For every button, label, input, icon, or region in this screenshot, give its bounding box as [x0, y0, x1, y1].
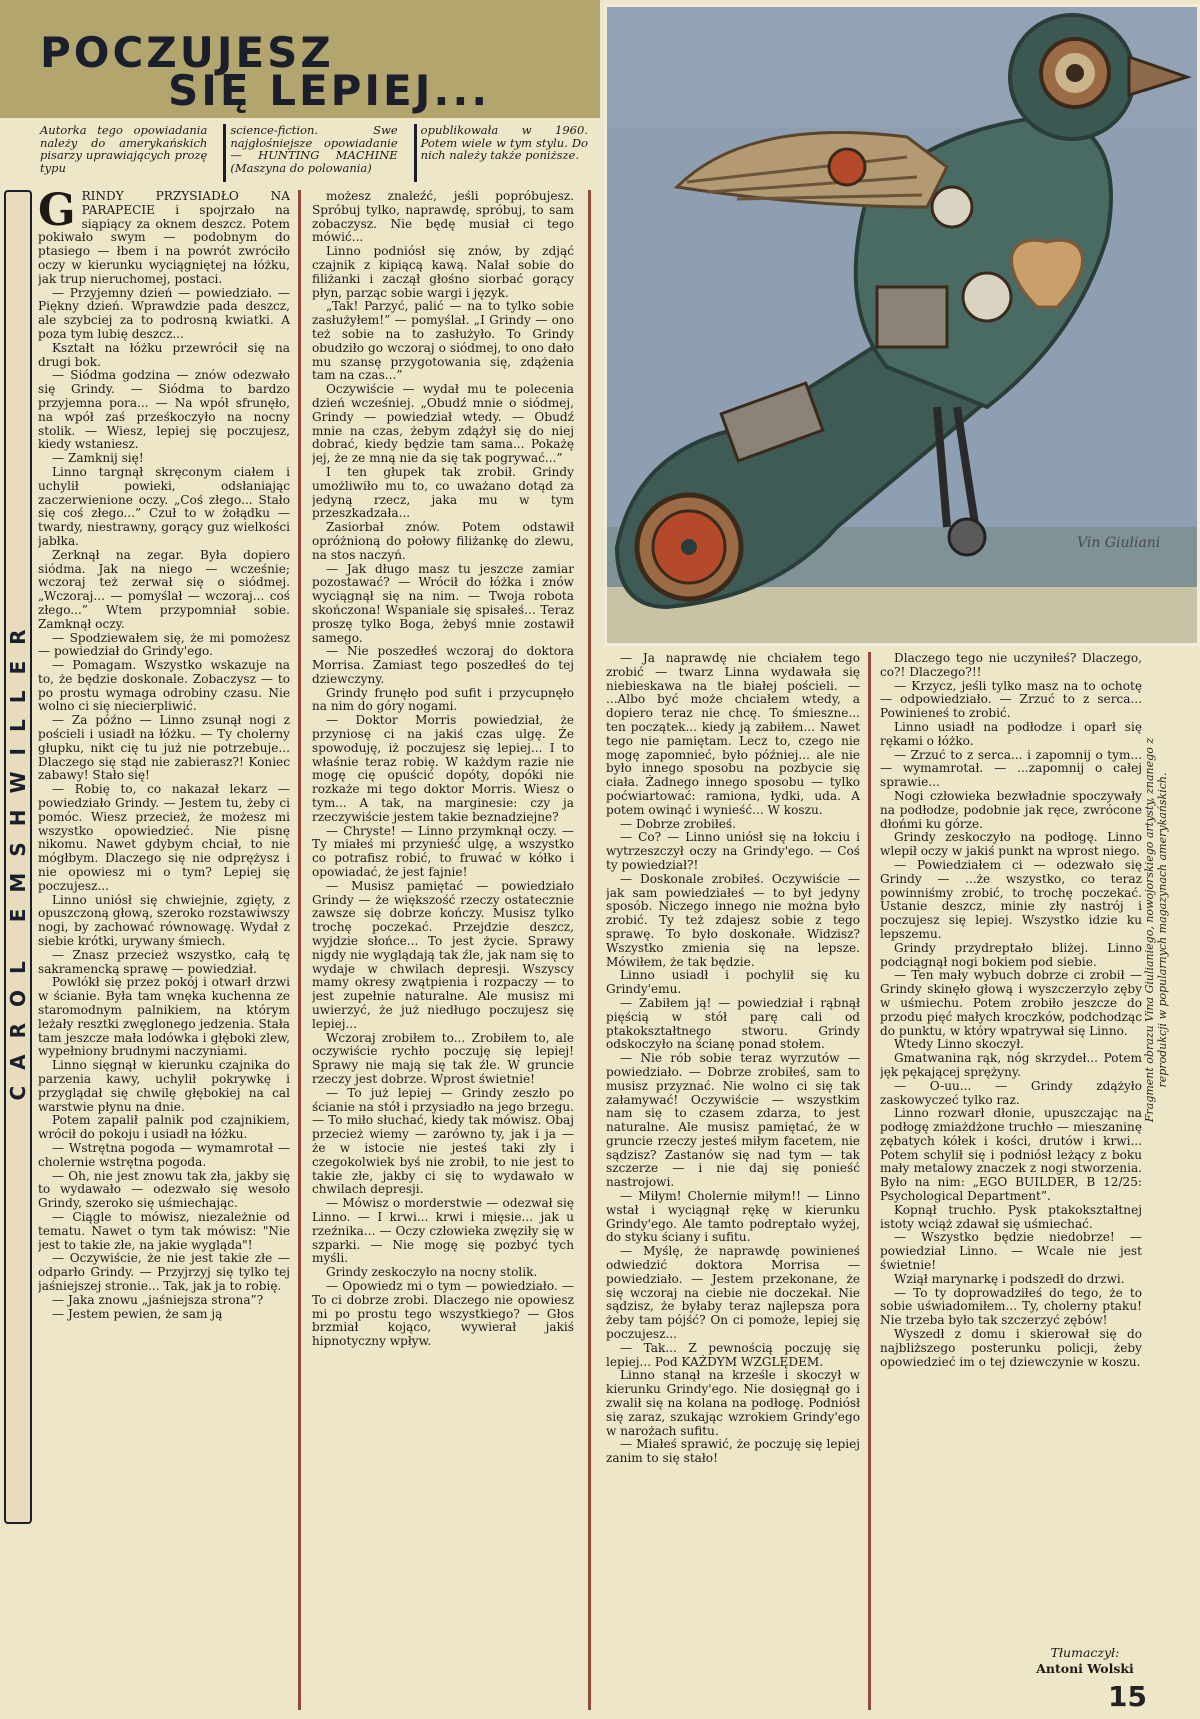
story-paragraph: — Pomagam. Wszystko wskazuje na to, że będzie doskonale. Zobaczysz — to po prostu wymaga odrobiny czasu. Nie wolno ci się niecierpliwić.	[38, 658, 290, 714]
lead-paragraph	[38, 190, 290, 287]
story-paragraph: Linno podniósł się znów, by zdjąć czajnik z kipiącą kawą. Nalał sobie do filiżanki i zaczął głośno siorbać gorący płyn, parząc sobie wargi i język.	[312, 244, 574, 300]
painter-signature: Vin Giuliani	[1077, 535, 1161, 551]
author-name: CAROL EMSHWILLER	[6, 613, 30, 1101]
story-title-line-1: POCZUJESZ	[40, 28, 334, 77]
story-paragraph: Dlaczego tego nie uczyniłeś? Dlaczego, co?! Dlaczego?!!	[880, 652, 1142, 679]
story-paragraph: — Jak długo masz tu jeszcze zamiar pozostawać? — Wrócił do łóżka i znów wyciągnął się na nim. — Twoja robota skończona! Wspaniale się spisałeś... Teraz proszę tylko Boga, żebyś mnie zostawił samego.	[312, 561, 574, 645]
column-2-paragraphs	[312, 190, 574, 1349]
story-paragraph: — Jestem pewien, że sam ją	[52, 1306, 223, 1321]
illustration	[604, 4, 1200, 646]
illustration-caption: Fragment obrazu Vina Giulianiego, nowojorskiego artysty, znanego z reprodukcji w popularnych magazynach amerykańskich.	[1143, 737, 1169, 1123]
story-paragraph: — Zrzuć to z serca... i zapomnij o tym... — wymamrotał. — ...zapomnij o całej sprawie...	[880, 747, 1142, 790]
story-paragraph: — Mówisz o morderstwie — odezwał się Linno. — I krwi... krwi i mięsie... jak u rzeźnika... — Oczy człowieka zwęziły się w szparki. — Nie mogę się pozbyć tych myśli.	[312, 1196, 574, 1266]
title-band	[0, 0, 600, 118]
intro-note-part-2: science-fiction. Swe najgłośniejsze opowiadanie — HUNTING MACHINE (Maszyna do polowania)	[223, 124, 405, 182]
text-column-4	[880, 652, 1142, 1705]
story-paragraph: Linno rozwarł dłonie, upuszczając na podłogę zmiażdżone truchło — mieszaninę zębatych kółek i kości, drutów i krwi... Potem schylił się i podniósł leżący z boku mały metalowy znaczek z nogi stworzenia. Było na nim: „EGO BUILDER, B 12/25: Psychological Department”.	[880, 1106, 1142, 1204]
story-paragraph: — Spodziewałem się, że mi pomożesz — powiedział do Grindy'ego.	[38, 630, 290, 659]
story-paragraph: — Opowiedz mi o tym — powiedziało. — To ci dobrze zrobi. Dlaczego nie opowiesz mi po prostu tego wszystkiego? — Głos brzmiał kojąco, wywierał jakiś hipnotyczny wpływ.	[312, 1278, 574, 1349]
story-paragraph: Grindy frunęło pod sufit i przycupnęło na nim do góry nogami.	[312, 685, 574, 714]
story-paragraph: — Musisz pamiętać — powiedziało Grindy — że większość rzeczy ostatecznie zawsze się dobrze kończy. Musisz tylko trochę poczekać. Przejdzie deszcz, wyjdzie słońce... To jest życie. Sprawy nigdy nie wyglądają tak źle, jak nam się to wydaje w chwilach depresji. Wszyscy mamy okresy zwątpienia i rozpaczy — to jest zupełnie naturalne. Ale musisz mi uwierzyć, że już niedługo poczujesz się lepiej...	[312, 878, 574, 1031]
story-paragraph: — Tak... Z pewnością poczuję się lepiej... Pod KAŻDYM WZGLĘDEM.	[606, 1340, 860, 1369]
story-paragraph: Linno targnął skręconym ciałem i uchylił powieki, odsłaniając zaczerwienione oczy. „Coś złego... Stało się coś złego...” Czuł to w żołądku — twardy, niestrawny, gorący guz wielkości jabłka.	[38, 464, 290, 548]
text-column-2	[312, 190, 574, 1705]
story-paragraph: — Wstrętna pogoda — wymamrotał — cholernie wstrętna pogoda.	[38, 1140, 290, 1169]
column-rule	[298, 190, 301, 1710]
story-paragraph: — Oh, nie jest znowu tak zła, jakby się to wydawało — odezwało się wesoło Grindy, szeroko się uśmiechając.	[38, 1168, 290, 1211]
story-paragraph: — Dobrze zrobiłeś.	[620, 816, 736, 831]
intro-note-part-3: opublikowała w 1960. Potem wiele w tym stylu. Do nich należy także poniższe.	[414, 124, 596, 182]
story-paragraph: — Ja naprawdę nie chciałem tego zrobić — twarz Linna wydawała się niebieskawa na tle białej pościeli. — ...Albo być może chciałem wtedy, a dopiero teraz nie chcę. To śmieszne... ten początek... kiedy ją zabiłem... Nawet tego nie pamiętam. Lecz to, czego nie mogę zapomnieć, było później... ale nie było innego sposobu na pozbycie się ciała. Żadnego innego sposobu — tylko poćwiartować: ramiona, łydki, uda. A potem owinąć i wynieść... W koszu.	[606, 652, 860, 817]
story-paragraph: — To ty doprowadziłeś do tego, że to sobie uświadomiłem... Ty, cholerny ptaku! Nie trzeba było tak szczerzyć zębów!	[880, 1285, 1142, 1328]
column-rule	[588, 190, 591, 1710]
column-4-paragraphs	[880, 652, 1142, 1369]
story-paragraph: — Siódma godzina — znów odezwało się Grindy. — Siódma to bardzo przyjemna pora... — Na wpół sfrunęło, na wpół zaś prześkoczyło na nocny stolik. — Wiesz, lepiej się poczujesz, kiedy wstaniesz.	[38, 368, 290, 452]
drop-cap: G	[38, 190, 76, 236]
story-paragraph: Wziął marynarkę i podszedł do drzwi.	[894, 1271, 1125, 1286]
story-paragraph: Zerknął na zegar. Była dopiero siódma. Jak na niego — wcześnie; wczoraj też zerwał się o siódmej. „Wczoraj... — pomyślał — wczoraj... coś złego...” Wtem przypomniał sobie. Zamknął oczy.	[38, 547, 290, 631]
story-paragraph: Linno sięgnął w kierunku czajnika do parzenia kawy, uchylił pokrywkę i przyglądał się chwilę głębokiej na cal warstwie płynu na dnie.	[38, 1058, 290, 1114]
story-paragraph: Kształt na łóżku przewrócił się na drugi bok.	[38, 340, 290, 369]
author-sidebar	[4, 190, 32, 1524]
story-paragraph: Kopnął truchło. Pysk ptakokształtnej istoty wciąż zdawał się uśmiechać.	[880, 1202, 1142, 1231]
story-paragraph: — Doktor Morris powiedział, że przyniosę ci na jakiś czas ulgę. Że spowoduję, iż poczujesz się lepiej... I to właśnie teraz robię. W każdym razie nie mogę cię opuścić dopóty, dopóki nie rozkaże mi tego doktor Morris. Wiesz o tym... A tak, na marginesie: czy ja rzeczywiście jestem takie beznadziejne?	[312, 713, 574, 824]
story-paragraph: — Krzycz, jeśli tylko masz na to ochotę — odpowiedziało. — Zrzuć to z serca... Powinieneś to zrobić.	[880, 678, 1142, 721]
story-paragraph: — Nie poszedłeś wczoraj do doktora Morrisa. Zamiast tego poszedłeś do tej dziewczyny.	[312, 644, 574, 686]
mechanical-bird-painting	[607, 7, 1197, 643]
translator-credit	[1005, 1645, 1165, 1677]
story-paragraph: Oczywiście — wydał mu te polecenia dzień wcześniej. „Obudź mnie o siódmej, Grindy — powiedział wtedy. — Obudź mnie na czas, żebym zdążył się do niej dobrać, kiedy będzie tam sama... Pokażę jej, że ze mną nie da się tak pogrywać...”	[312, 382, 574, 466]
story-paragraph: — Zabiłem ją! — powiedział i rąbnął pięścią w stół parę cali od ptakokształtnego stworu. Grindy odskoczyło na ścianę ponad stołem.	[606, 995, 860, 1052]
intro-note	[36, 124, 596, 182]
text-column-3	[606, 652, 860, 1705]
story-paragraph: możesz znaleźć, jeśli popróbujesz. Spróbuj tylko, naprawdę, spróbuj, to sam zobaczysz. Nie będę musiał ci tego mówić...	[312, 190, 574, 245]
story-paragraph: — Miłym! Cholernie miłym!! — Linno wstał i wyciągnął rękę w kierunku Grindy'ego. Ale tamto podreptało wyżej, do styku ściany i sufitu.	[606, 1189, 860, 1245]
story-paragraph: — Nie rób sobie teraz wyrzutów — powiedziało. — Dobrze zrobiłeś, sam to musisz przyznać. Nie wolno ci się tak załamywać! Oczywiście — wszystkim nam się to czasem zdarza, to jest naturalne. Ale musisz pamiętać, że w gruncie rzeczy jesteś miłym facetem, nie sądzisz? Zastanów się nad tym — tak szczerze — i nie daj się ponieść nastrojowi.	[606, 1051, 860, 1190]
story-paragraph: Nogi człowieka bezwładnie spoczywały na podłodze, podobnie jak ręce, zwrócone dłońmi ku górze.	[880, 788, 1142, 831]
story-paragraph: — Za późno — Linno zsunął nogi z pościeli i usiadł na łóżku. — Ty cholerny głupku, nikt cię tu już nie potrzebuje... Dlaczego się stąd nie zabierasz?! Koniec zabawy! Stało się!	[38, 713, 290, 783]
page-number: 15	[1108, 1680, 1147, 1713]
story-paragraph: Wczoraj zrobiłem to... Zrobiłem to, ale oczywiście rychło poczuję się lepiej! Sprawy nie mają się tak źle. W gruncie rzeczy jest dobrze. Wprost świetnie!	[312, 1030, 574, 1086]
story-paragraph: — Co? — Linno uniósł się na łokciu i wytrzeszczył oczy na Grindy'ego. — Coś ty powiedział?!	[606, 830, 860, 872]
story-paragraph: — Miałeś sprawić, że poczuję się lepiej zanim to się stało!	[606, 1437, 860, 1466]
story-paragraph: — Przyjemny dzień — powiedziało. — Piękny dzień. Wprawdzie pada deszcz, ale szybciej za to podrosną kwiatki. A poza tym lubię deszcz...	[38, 285, 290, 341]
story-paragraph: — To już lepiej — Grindy zeszło po ścianie na stół i przysiadło na jego brzegu. — To miło słuchać, kiedy tak mówisz. Obaj przecież wiemy — zarówno ty, jak i ja — że w istocie nie jesteś taki zły i czegokolwiek byś nie zrobił, to nie jest to takie złe, jakby ci się to wydawało w chwilach depresji.	[312, 1085, 574, 1197]
story-paragraph: Grindy przydreptało bliżej. Linno podciągnął nogi bokiem pod siebie.	[880, 940, 1142, 969]
story-paragraph: Wtedy Linno skoczył.	[894, 1037, 1025, 1052]
lead-text: RINDY PRZYSIADŁO NA PARAPECIE i spojrzało na siąpiący za oknem deszcz. Potem pokiwało swym — podobnym do ptasiego — łbem i na powrót zwróciło oczy w kierunku wyciągniętej na łóżku, jak trup nieruchomej, postaci.	[38, 190, 290, 286]
story-paragraph: Grindy zeskoczyło na podłogę. Linno wlepił oczy w jakiś punkt na wprost niego.	[880, 830, 1142, 859]
story-paragraph: Linno usiadł na podłodze i oparł się rękami o łóżko.	[880, 719, 1142, 748]
text-column-1	[38, 190, 290, 1705]
intro-note-part-1: Autorka tego opowiadania należy do amerykańskich pisarzy uprawiających prozę typu	[40, 123, 208, 175]
story-paragraph: — Chryste! — Linno przymknął oczy. — Ty miałeś mi przynieść ulgę, a wszystko co potrafisz robić, to fruwać w kółko i opowiadać, że jest fajnie!	[312, 823, 574, 880]
story-paragraph: — Zamknij się!	[52, 451, 144, 466]
story-paragraph: Linno usiadł i pochylił się ku Grindy'emu.	[606, 968, 860, 997]
translator-label: Tłumaczył:	[1050, 1645, 1120, 1660]
story-paragraph: Linno stanął na krześle i skoczył w kierunku Grindy'ego. Nie dosięgnął go i zwalił się na kolana na podłogę. Podniósł się zaraz, szukając wzrokiem Grindy'ego w narożach sufitu.	[606, 1368, 860, 1438]
story-paragraph: — Powiedziałem ci — odezwało się Grindy — ...że wszystko, co teraz powinniśmy zrobić, to trochę poczekać. Ustanie deszcz, minie zły nastrój i poczujesz się lepiej. Wszystko idzie ku lepszemu.	[880, 857, 1142, 941]
story-paragraph: — Wszystko będzie niedobrze! — powiedział Linno. — Wcale nie jest świetnie!	[880, 1230, 1142, 1273]
story-paragraph: Wyszedł z domu i skierował się do najbliższego posterunku policji, żeby opowiedzieć im o tej dziewczynie w koszu.	[880, 1327, 1142, 1369]
column-rule	[868, 652, 871, 1710]
story-paragraph: „Tak! Parzyć, palić — na to tylko sobie zasłużyłem!” — pomyślał. „I Grindy — ono też sobie na to zasłużyło. To Grindy obudziło go wczoraj o siódmej, to ono dało mu szansę przygotowania się, zdążenia tam na czas...”	[312, 299, 574, 383]
story-paragraph: — Ten mały wybuch dobrze ci zrobił — Grindy skinęło głową i wyszczerzyło zęby w uśmiechu. Potem zrobiło jeszcze do przodu pięć małych kroczków, podchodząc do punktu, w który wpatrywał się Linno.	[880, 968, 1142, 1038]
story-paragraph: — Jaka znowu „jaśniejsza strona”?	[52, 1292, 264, 1307]
column-1-paragraphs	[38, 287, 290, 1322]
story-title-line-2: SIĘ LEPIEJ...	[168, 66, 491, 115]
story-paragraph: — Myślę, że naprawdę powinieneś odwiedzić doktora Morrisa — powiedziało. — Jestem przekonane, że się wczoraj na ciebie nie doczekał. Nie sądzisz, że byłaby teraz najlepsza pora żeby tam pójść? On ci pomoże, lepiej się poczujesz...	[606, 1244, 860, 1342]
story-paragraph: Grindy zeskoczyło na nocny stolik.	[326, 1265, 538, 1280]
story-paragraph: Potem zapalił palnik pod czajnikiem, wrócił do pokoju i usiadł na łóżku.	[38, 1113, 290, 1142]
story-paragraph: — Znasz przecież wszystko, całą tę sakramencką sprawę — powiedział.	[38, 947, 290, 976]
story-paragraph: Linno uniósł się chwiejnie, zgięty, z opuszczoną głową, szeroko rozstawiwszy nogi, by zachować równowagę. Wydał z siebie krótki, urywany śmiech.	[38, 892, 290, 949]
story-paragraph: Gmatwanina rąk, nóg skrzydeł... Potem jęk pękającej sprężyny.	[880, 1051, 1142, 1079]
story-paragraph: — Doskonale zrobiłeś. Oczywiście — jak sam powiedziałeś — to był jedyny sposób. Niczego innego nie można było zrobić. Ty też zdajesz sobie z tego sprawę. To było doskonałe. Widzisz? Wszystko zmienia się na lepsze. Mówiłem, że tak będzie.	[606, 871, 860, 969]
story-paragraph: I ten głupek tak zrobił. Grindy umożliwiło mu to, co uważano dotąd za jedyną rzecz, jaka mu w tym przeszkadzała...	[312, 464, 574, 521]
story-paragraph: — Ciągle to mówisz, niezależnie od tematu. Nawet o tym tak mówisz: "Nie jest to takie złe, na jakie wygląda"!	[38, 1209, 290, 1252]
story-paragraph: — O-uu... — Grindy zdążyło zaskowyczeć tylko raz.	[880, 1078, 1142, 1107]
translator-name: Antoni Wolski	[1036, 1661, 1134, 1676]
column-3-paragraphs	[606, 652, 860, 1466]
story-paragraph: Powlókł się przez pokój i otwarł drzwi w ścianie. Była tam wnęka kuchenna ze staromodnym palnikiem, na którym leżały resztki zwęglonego jedzenia. Stała tam jeszcze mała lodówka i głęboki zlew, wypełniony brudnymi naczyniami.	[38, 975, 290, 1059]
story-paragraph: — Robię to, co nakazał lekarz — powiedziało Grindy. — Jestem tu, żeby ci pomóc. Wiesz przecież, że możesz mi wszystko opowiedzieć. Nie pisnę nikomu. Nawet gdybym chciał, to nie mógłbym. Dlaczego się nie odprężysz i nie opowiesz mi o tym? Lepiej się poczujesz...	[38, 782, 290, 893]
story-paragraph: Zasiorbał znów. Potem odstawił opróżnioną do połowy filiżankę do zlewu, na stos naczyń.	[312, 520, 574, 562]
story-paragraph: — Oczywiście, że nie jest takie złe — odparło Grindy. — Przyjrzyj się tylko tej jaśniejszej stronie... Tak, jak ja to robię.	[38, 1251, 290, 1293]
